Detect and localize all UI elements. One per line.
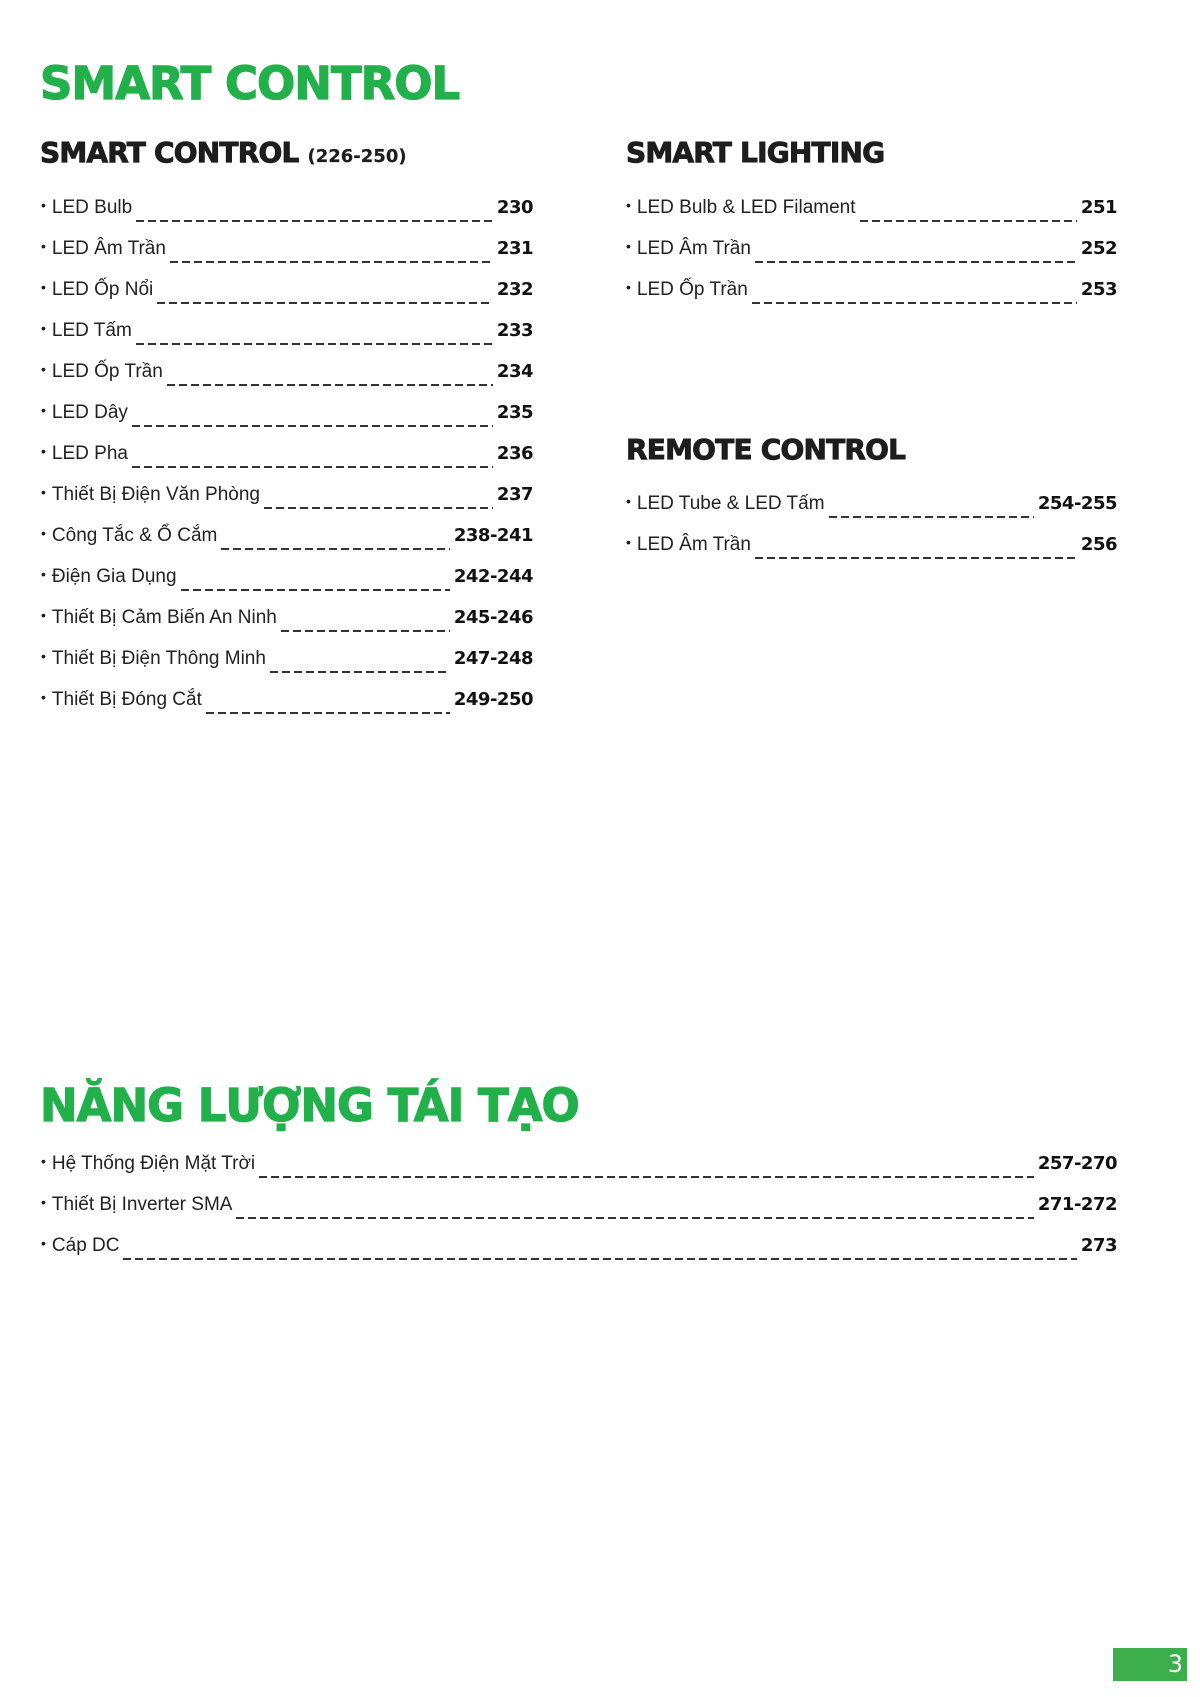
bullet-icon: • [41, 238, 46, 254]
bullet-icon: • [41, 607, 46, 623]
toc-entry-label: LED Dây [51, 402, 128, 423]
toc-entry-label: Cáp DC [51, 1235, 120, 1256]
dotted-leader [264, 507, 493, 509]
bullet-icon: • [41, 1235, 46, 1251]
toc-list-remote-control [626, 493, 1117, 575]
bullet-icon: • [41, 566, 46, 582]
toc-entry-page: 231 [496, 238, 533, 259]
toc-entry-page: 236 [496, 443, 533, 464]
toc-entry-page: 252 [1080, 238, 1117, 259]
toc-entry-page: 245-246 [453, 607, 533, 628]
toc-entry[interactable] [626, 534, 1117, 575]
bullet-icon: • [41, 197, 46, 213]
toc-entry-page: 247-248 [453, 648, 533, 669]
toc-entry-label: LED Âm Trần [636, 238, 751, 259]
toc-entry[interactable] [41, 648, 533, 689]
toc-entry[interactable] [41, 607, 533, 648]
toc-entry-label: Thiết Bị Đóng Cắt [51, 689, 202, 710]
bullet-icon: • [626, 238, 631, 254]
dotted-leader [755, 557, 1077, 559]
toc-entry-page: 242-244 [453, 566, 533, 587]
toc-entry-page: 233 [496, 320, 533, 341]
toc-entry[interactable] [41, 566, 533, 607]
toc-entry-page: 249-250 [453, 689, 533, 710]
subsection-page-range: (226-250) [307, 146, 407, 167]
toc-entry-label: LED Âm Trần [636, 534, 751, 555]
toc-entry-label: LED Bulb [51, 197, 133, 218]
toc-entry-page: 251 [1080, 197, 1117, 218]
dotted-leader [752, 302, 1077, 304]
bullet-icon: • [41, 279, 46, 295]
toc-entry[interactable] [41, 402, 533, 443]
toc-entry-page: 238-241 [453, 525, 533, 546]
toc-entry[interactable] [41, 484, 533, 525]
section-title-smart-control: SMART CONTROL [40, 57, 460, 110]
toc-entry-page: 237 [496, 484, 533, 505]
section-title-renewable-energy: NĂNG LƯỢNG TÁI TẠO [40, 1079, 579, 1132]
dotted-leader [132, 466, 493, 468]
toc-entry-page: 273 [1080, 1235, 1117, 1256]
toc-entry-page: 235 [496, 402, 533, 423]
page-number-badge: 3 [1113, 1648, 1187, 1681]
dotted-leader [132, 425, 493, 427]
toc-entry[interactable] [41, 361, 533, 402]
toc-entry-label: LED Âm Trần [51, 238, 166, 259]
toc-entry[interactable] [41, 1153, 1117, 1194]
dotted-leader [221, 548, 450, 550]
toc-entry[interactable] [626, 238, 1117, 279]
bullet-icon: • [41, 1153, 46, 1169]
toc-entry[interactable] [626, 197, 1117, 238]
toc-entry-label: LED Ốp Nổi [51, 279, 154, 300]
dotted-leader [157, 302, 493, 304]
dotted-leader [136, 343, 493, 345]
toc-entry-label: Hệ Thống Điện Mặt Trời [51, 1153, 256, 1174]
toc-entry-page: 257-270 [1037, 1153, 1117, 1174]
toc-entry-page: 230 [496, 197, 533, 218]
bullet-icon: • [626, 534, 631, 550]
toc-entry-label: LED Ốp Trần [51, 361, 163, 382]
dotted-leader [270, 671, 450, 673]
toc-entry[interactable] [41, 279, 533, 320]
dotted-leader [829, 516, 1034, 518]
bullet-icon: • [41, 525, 46, 541]
dotted-leader [755, 261, 1077, 263]
subsection-heading-text: SMART CONTROL [40, 136, 299, 169]
bullet-icon: • [41, 361, 46, 377]
bullet-icon: • [41, 402, 46, 418]
bullet-icon: • [41, 648, 46, 664]
toc-entry-label: Thiết Bị Điện Thông Minh [51, 648, 266, 669]
dotted-leader [170, 261, 493, 263]
toc-entry[interactable] [41, 197, 533, 238]
toc-entry-label: Thiết Bị Inverter SMA [51, 1194, 233, 1215]
toc-list-smart-control [41, 197, 533, 730]
toc-entry[interactable] [626, 279, 1117, 320]
bullet-icon: • [41, 443, 46, 459]
toc-entry-label: LED Tấm [51, 320, 132, 341]
toc-entry-label: Điện Gia Dụng [51, 566, 177, 587]
bullet-icon: • [626, 197, 631, 213]
bullet-icon: • [626, 493, 631, 509]
toc-entry[interactable] [41, 1194, 1117, 1235]
toc-entry-label: LED Bulb & LED Filament [636, 197, 856, 218]
toc-list-renewable-energy [41, 1153, 1117, 1276]
bullet-icon: • [41, 484, 46, 500]
bullet-icon: • [41, 320, 46, 336]
toc-entry-label: Thiết Bị Cảm Biến An Ninh [51, 607, 277, 628]
toc-entry-page: 256 [1080, 534, 1117, 555]
toc-entry-label: LED Ốp Trần [636, 279, 748, 300]
toc-entry[interactable] [41, 525, 533, 566]
toc-entry[interactable] [41, 320, 533, 361]
toc-list-smart-lighting [626, 197, 1117, 320]
dotted-leader [860, 220, 1077, 222]
subsection-heading-remote-control: REMOTE CONTROL [626, 433, 906, 466]
dotted-leader [181, 589, 450, 591]
toc-entry-page: 271-272 [1037, 1194, 1117, 1215]
toc-entry[interactable] [41, 689, 533, 730]
toc-entry-page: 232 [496, 279, 533, 300]
toc-entry-page: 234 [496, 361, 533, 382]
dotted-leader [281, 630, 450, 632]
toc-entry-label: Thiết Bị Điện Văn Phòng [51, 484, 260, 505]
toc-entry[interactable] [41, 1235, 1117, 1276]
subsection-heading-smart-lighting: SMART LIGHTING [626, 136, 885, 169]
dotted-leader [136, 220, 493, 222]
toc-entry[interactable] [41, 238, 533, 279]
dotted-leader [236, 1217, 1033, 1219]
bullet-icon: • [626, 279, 631, 295]
dotted-leader [259, 1176, 1034, 1178]
dotted-leader [123, 1258, 1076, 1260]
toc-entry-label: LED Pha [51, 443, 128, 464]
toc-entry-label: Công Tắc & Ổ Cắm [51, 525, 218, 546]
subsection-heading-smart-control [40, 136, 407, 169]
toc-entry-page: 254-255 [1037, 493, 1117, 514]
toc-entry[interactable] [626, 493, 1117, 534]
dotted-leader [167, 384, 493, 386]
dotted-leader [206, 712, 450, 714]
bullet-icon: • [41, 689, 46, 705]
toc-entry[interactable] [41, 443, 533, 484]
toc-entry-label: LED Tube & LED Tấm [636, 493, 825, 514]
bullet-icon: • [41, 1194, 46, 1210]
toc-entry-page: 253 [1080, 279, 1117, 300]
